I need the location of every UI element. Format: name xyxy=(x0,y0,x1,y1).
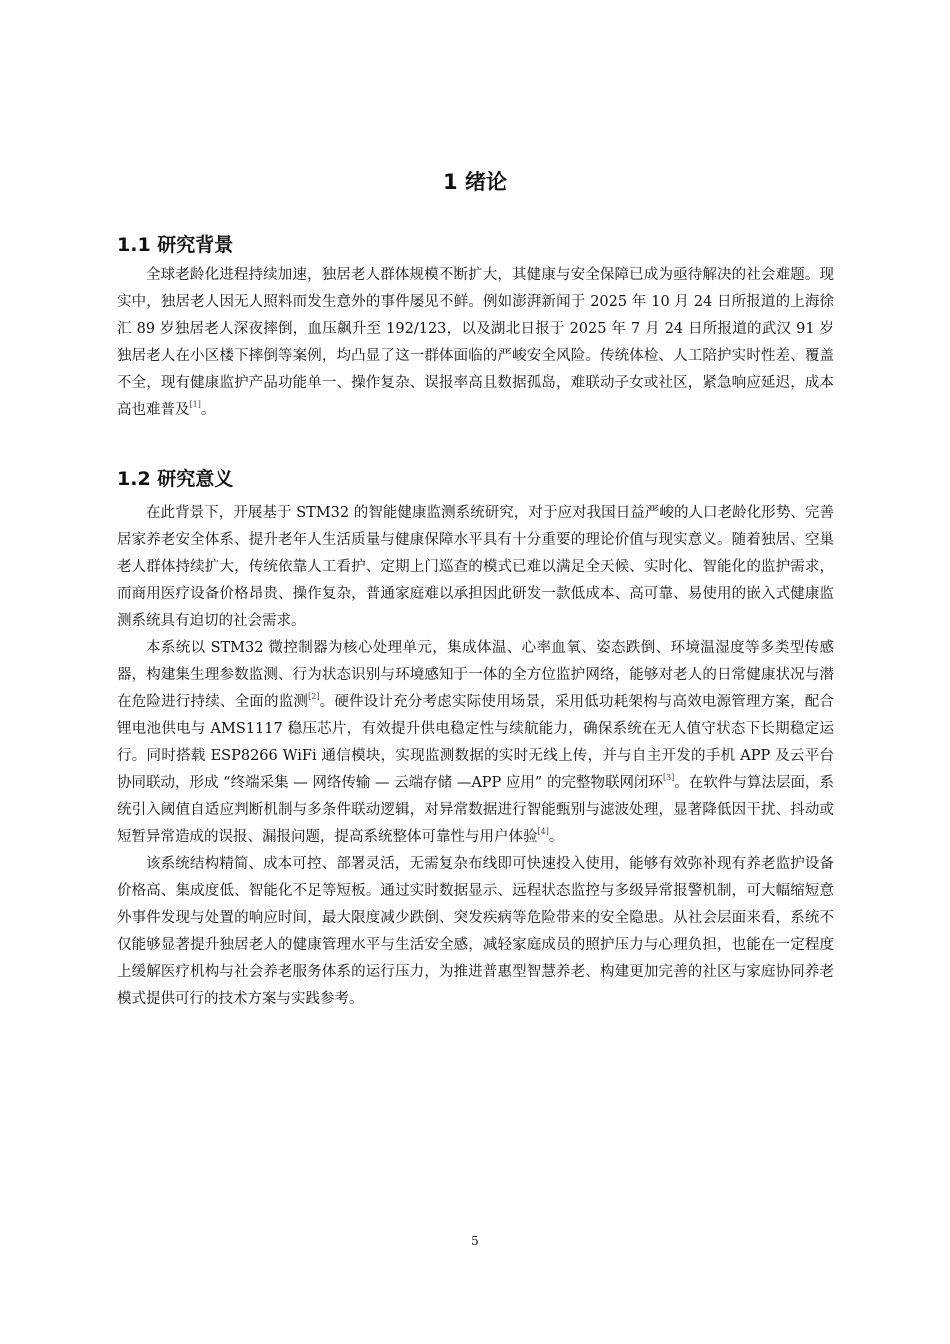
paragraph xyxy=(117,500,834,635)
paragraph xyxy=(117,635,834,851)
paragraph xyxy=(117,262,834,424)
citation: [1] xyxy=(189,400,201,409)
paragraph-text: 全球老龄化进程持续加速，独居老人群体规模不断扩大，其健康与安全保障已成为亟待解决的社会难题。现实中，独居老人因无人照料而发生意外的事件屡见不鲜。例如澎湃新闻于 2025 年 10 月 24 日所报道的上海徐汇 89 岁独居老人深夜摔倒，血压飙升至 192/123，以及湖北日报于 2025 年 7 月 24 日所报道的武汉 91 岁独居老人在小区楼下摔倒等案例，均凸显了这一群体面临的严峻安全风险。传统体检、人工陪护实时性差、覆盖不全，现有健康监护产品功能单一、操作复杂、误报率高且数据孤岛，难联动子女或社区，紧急响应延迟，成本高也难普及 xyxy=(117,267,834,418)
paragraph-text: 在此背景下，开展基于 STM32 的智能健康监测系统研究，对于应对我国日益严峻的人口老龄化形势、完善居家养老安全体系、提升老年人生活质量与健康保障水平具有十分重要的理论价值与现实意义。随着独居、空巢老人群体持续扩大，传统依靠人工看护、定期上门巡查的模式已难以满足全天候、实时化、智能化的监护需求，而商用医疗设备价格昂贵、操作复杂，普通家庭难以承担因此研发一款低成本、高可靠、易使用的嵌入式健康监测系统具有迫切的社会需求。 xyxy=(117,505,834,629)
section-body-significance xyxy=(117,500,834,1013)
paragraph-text-tail: 。硬件设计充分考虑实际使用场景，采用低功耗架构与高效电源管理方案，配合锂电池供电与 AMS1117 稳压芯片，有效提升供电稳定性与续航能力，确保系统在无人值守状态下长期稳定运行。同时搭载 ESP8266 WiFi 通信模块，实现监测数据的实时无线上传，并与自主开发的手机 APP 及云平台协同联动，形成 “终端采集 — 网络传输 — 云端存储 —APP 应用” 的完整物联网闭环 xyxy=(117,694,835,791)
citation: [4] xyxy=(537,827,549,836)
citation: [3] xyxy=(663,773,675,782)
chapter-title: 1 绪论 xyxy=(443,170,507,194)
paragraph-text-tail: 。 xyxy=(200,402,216,418)
section-title-background: 1.1 研究背景 xyxy=(117,234,234,256)
paragraph-text-tail: 。在软件与算法层面，系统引入阈值自适应判断机制与多条件联动逻辑，对异常数据进行智能甄别与滤波处理，显著降低因干扰、抖动或短暂异常造成的误报、漏报问题，提高系统整体可靠性与用户体验 xyxy=(117,775,834,845)
section-title-significance: 1.2 研究意义 xyxy=(117,468,234,490)
section-body-background xyxy=(117,262,834,424)
page-number: 5 xyxy=(471,1234,479,1248)
paragraph-text: 该系统结构精简、成本可控、部署灵活，无需复杂布线即可快速投入使用，能够有效弥补现有养老监护设备价格高、集成度低、智能化不足等短板。通过实时数据显示、远程状态监控与多级异常报警机制，可大幅缩短意外事件发现与处置的响应时间，最大限度减少跌倒、突发疾病等危险带来的安全隐患。从社会层面来看，系统不仅能够显著提升独居老人的健康管理水平与生活安全感，减轻家庭成员的照护压力与心理负担，也能在一定程度上缓解医疗机构与社会养老服务体系的运行压力，为推进普惠型智慧养老、构建更加完善的社区与家庭协同养老模式提供可行的技术方案与实践参考。 xyxy=(117,856,834,1007)
paragraph-text: 本系统以 STM32 微控制器为核心处理单元，集成体温、心率血氧、姿态跌倒、环境温湿度等多类型传感器，构建集生理参数监测、行为状态识别与环境感知于一体的全方位监护网络，能够对老人的日常健康状况与潜在危险进行持续、全面的监测 xyxy=(117,640,834,710)
paragraph-text-tail: 。 xyxy=(548,829,564,845)
paragraph xyxy=(117,851,834,1013)
citation: [2] xyxy=(308,692,320,701)
